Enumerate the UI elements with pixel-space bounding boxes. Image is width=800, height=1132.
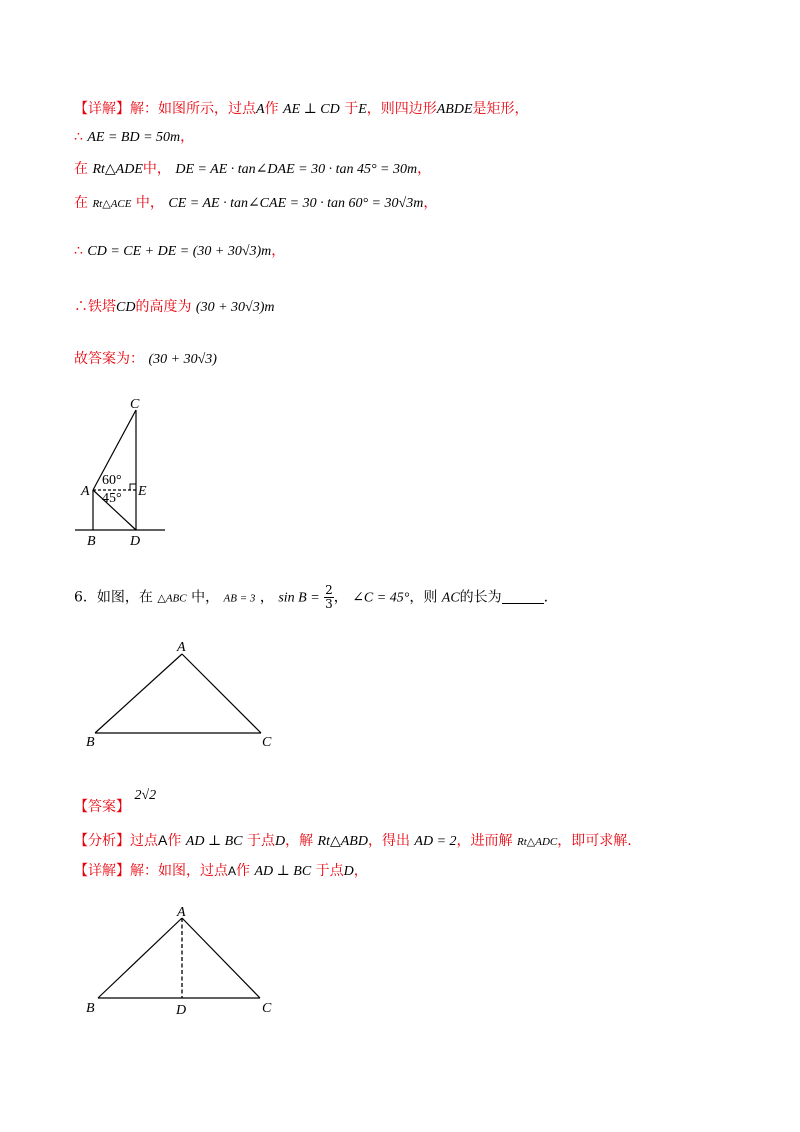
angle-60-label: 60°	[102, 473, 122, 488]
question-6: 6．如图，在 △ABC 中， AB = 3 ， sin B = $\frac{2}{3}$ ， ∠C = 45°，则 AC的长为 .	[74, 583, 549, 611]
detail-line-6: ∴铁塔CD的高度为 (30 + 30√3)m	[74, 299, 275, 315]
analysis-line: 【分析】过点A作 AD ⊥ BC 于点D，解 Rt△ABD，得出 AD = 2，进而解 Rt△ADC，即可求解.	[74, 832, 632, 849]
side-ac	[182, 654, 261, 733]
detail-line-7: 故答案为： (30 + 30√3)	[74, 351, 217, 367]
label-a: A	[177, 905, 186, 920]
side-ab	[95, 654, 182, 733]
label-c: C	[130, 397, 140, 412]
tower-figure	[70, 392, 180, 552]
label-c: C	[262, 735, 272, 750]
side-ab	[98, 918, 182, 998]
detail-line-4: 在 Rt△ACE 中， CE = AE · tan∠CAE = 30 · tan 60° = 30√3m，	[74, 195, 438, 211]
detail-line-3: 在 Rt△ADE中， DE = AE · tan∠DAE = 30 · tan 45° = 30m，	[74, 161, 432, 177]
detail-tag-q6: 【详解】	[74, 863, 130, 879]
angle-45-label: 45°	[102, 491, 122, 506]
triangle-figure-2	[80, 900, 280, 1022]
triangle-figure-1	[80, 636, 280, 750]
label-c: C	[262, 1001, 272, 1016]
label-b: B	[86, 735, 95, 750]
answer-blank	[502, 591, 544, 604]
label-a: A	[81, 484, 90, 499]
label-d: D	[176, 1003, 187, 1018]
label-d: D	[130, 534, 141, 549]
detail-line-2: ∴ AE = BD = 50m，	[74, 129, 195, 145]
detail-line-q6: 【详解】解：如图，过点A作 AD ⊥ BC 于点D，	[74, 863, 368, 879]
detail-tag: 【详解】	[74, 101, 130, 117]
label-b: B	[86, 1001, 95, 1016]
detail-line-1: 【详解】解：如图所示，过点A作 AE ⊥ CD 于E，则四边形ABDE是矩形，	[74, 101, 529, 117]
label-e: E	[138, 484, 147, 499]
right-angle-mark	[130, 484, 136, 490]
answer-value: 2√2	[134, 788, 157, 803]
fraction-2-3: $\frac{2}{3}$	[325, 583, 333, 611]
answer-tag: 【答案】	[74, 799, 130, 815]
label-a: A	[177, 640, 186, 655]
detail-line-5: ∴ CD = CE + DE = (30 + 30√3)m，	[74, 243, 286, 259]
side-ac	[182, 918, 260, 998]
answer-line	[74, 786, 157, 815]
label-b: B	[87, 534, 96, 549]
analysis-tag: 【分析】	[74, 833, 130, 849]
